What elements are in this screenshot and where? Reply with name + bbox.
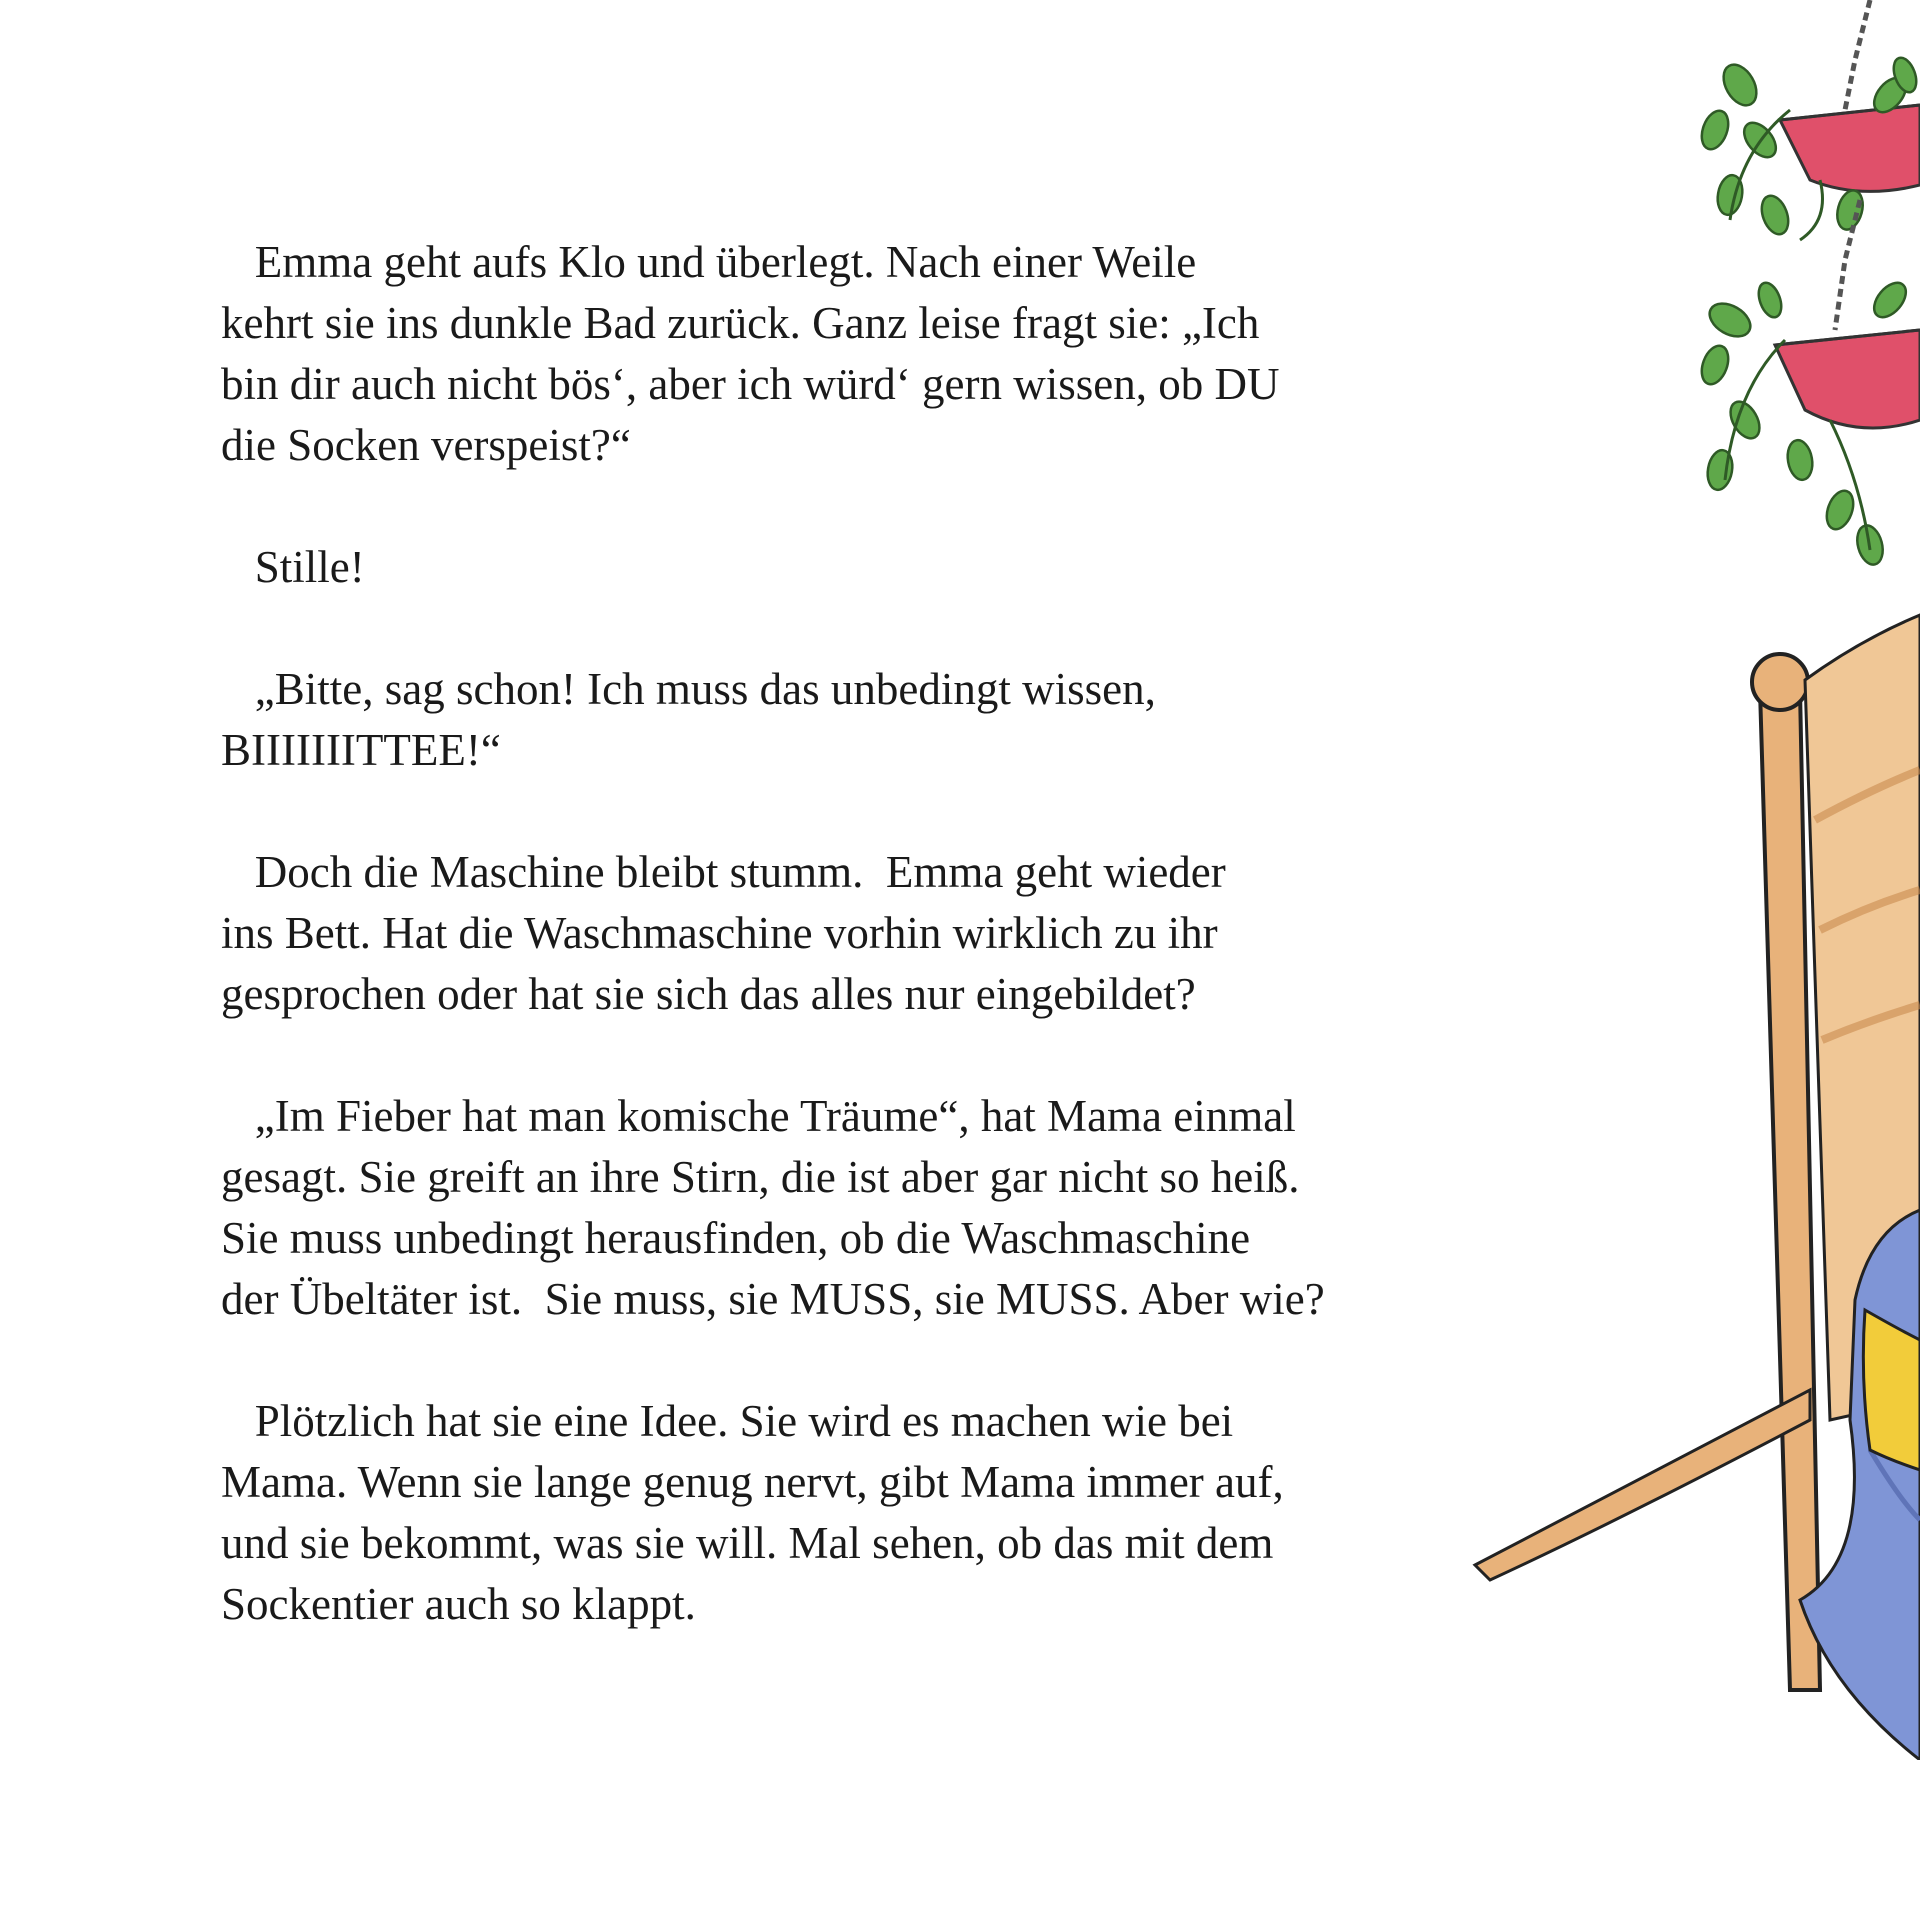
paragraph bbox=[221, 659, 1461, 781]
text-line: gesprochen oder hat sie sich das alles nur eingebildet? bbox=[221, 969, 1196, 1019]
text-line: BIIIIIIITTEE!“ bbox=[221, 725, 501, 775]
paragraph bbox=[221, 1391, 1461, 1635]
story-text bbox=[221, 232, 1461, 1696]
text-line: und sie bekommt, was sie will. Mal sehen, ob das mit dem bbox=[221, 1518, 1274, 1568]
text-line: „Bitte, sag schon! Ich muss das unbedingt wissen, bbox=[221, 664, 1156, 714]
text-line: „Im Fieber hat man komische Träume“, hat Mama einmal bbox=[221, 1091, 1296, 1141]
text-line: ins Bett. Hat die Waschmaschine vorhin wirklich zu ihr bbox=[221, 908, 1218, 958]
text-line: Stille! bbox=[221, 542, 365, 592]
watercolor-illustration bbox=[1460, 0, 1920, 1760]
hanging-plant-pot-icon bbox=[1697, 200, 1920, 567]
text-line: kehrt sie ins dunkle Bad zurück. Ganz leise fragt sie: „Ich bbox=[221, 298, 1260, 348]
text-line: Mama. Wenn sie lange genug nervt, gibt Mama immer auf, bbox=[221, 1457, 1284, 1507]
text-line: Emma geht aufs Klo und überlegt. Nach einer Weile bbox=[221, 237, 1197, 287]
paragraph bbox=[221, 232, 1461, 476]
paragraph bbox=[221, 842, 1461, 1025]
text-line: Plötzlich hat sie eine Idee. Sie wird es machen wie bei bbox=[221, 1396, 1234, 1446]
yellow-pillow-icon bbox=[1863, 1310, 1920, 1470]
text-line: bin dir auch nicht bös‘, aber ich würd‘ gern wissen, ob DU bbox=[221, 359, 1280, 409]
paragraph bbox=[221, 537, 1461, 598]
text-line: gesagt. Sie greift an ihre Stirn, die ist aber gar nicht so heiß. bbox=[221, 1152, 1300, 1202]
text-line: Doch die Maschine bleibt stumm. Emma geht wieder bbox=[221, 847, 1226, 897]
hanging-plant-pot-icon bbox=[1697, 0, 1920, 240]
paragraph bbox=[221, 1086, 1461, 1330]
text-line: der Übeltäter ist. Sie muss, sie MUSS, sie MUSS. Aber wie? bbox=[221, 1274, 1325, 1324]
text-line: Sie muss unbedingt herausfinden, ob die Waschmaschine bbox=[221, 1213, 1251, 1263]
text-line: die Socken verspeist?“ bbox=[221, 420, 631, 470]
text-line: Sockentier auch so klappt. bbox=[221, 1579, 696, 1629]
